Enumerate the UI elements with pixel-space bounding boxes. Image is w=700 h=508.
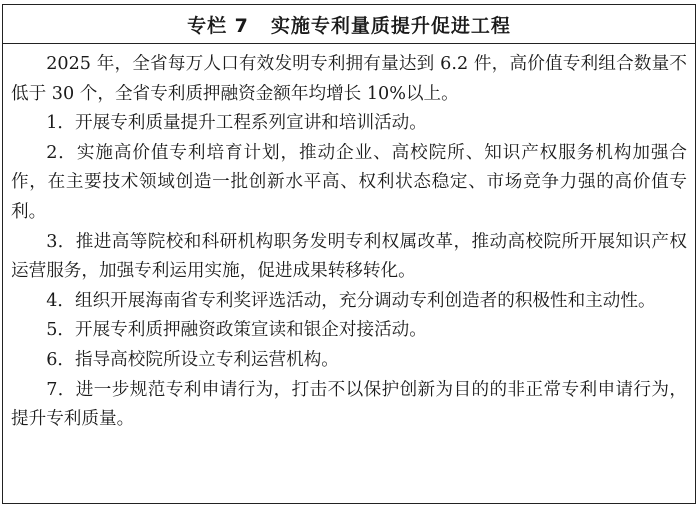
task-item-4: 4．组织开展海南省专利奖评选活动，充分调动专利创造者的积极性和主动性。 — [46, 290, 656, 311]
column-content — [3, 44, 695, 435]
task-item-7: 7．进一步规范专利申请行为，打击不以保护创新为目的的非正常专利申请行为，提升专利质量。 — [11, 379, 687, 430]
task-item-2: 2．实施高价值专利培育计划，推动企业、高校院所、知识产权服务机构加强合作，在主要技术领域创造一批创新水平高、权利状态稳定、市场竞争力强的高价值专利。 — [11, 142, 687, 222]
column-label: 专栏 7 — [187, 14, 249, 37]
task-item-1: 1．开展专利质量提升工程系列宣讲和培训活动。 — [46, 113, 427, 134]
task-item-3: 3．推进高等院校和科研机构职务发明专利权属改革，推动高校院所开展知识产权运营服务，加强专利运用实施，促进成果转移转化。 — [11, 231, 687, 282]
task-item-5: 5．开展专利质押融资政策宣读和银企对接活动。 — [46, 320, 427, 341]
task-item-6: 6．指导高校院所设立专利运营机构。 — [46, 349, 339, 370]
column-header — [3, 5, 695, 44]
column-title: 实施专利量质提升促进工程 — [270, 14, 511, 37]
target-paragraph: 2025 年，全省每万人口有效发明专利拥有量达到 6.2 件，高价值专利组合数量不低于 30 个，全省专利质押融资金额年均增长 10%以上。 — [11, 54, 687, 104]
column-box — [2, 4, 696, 504]
